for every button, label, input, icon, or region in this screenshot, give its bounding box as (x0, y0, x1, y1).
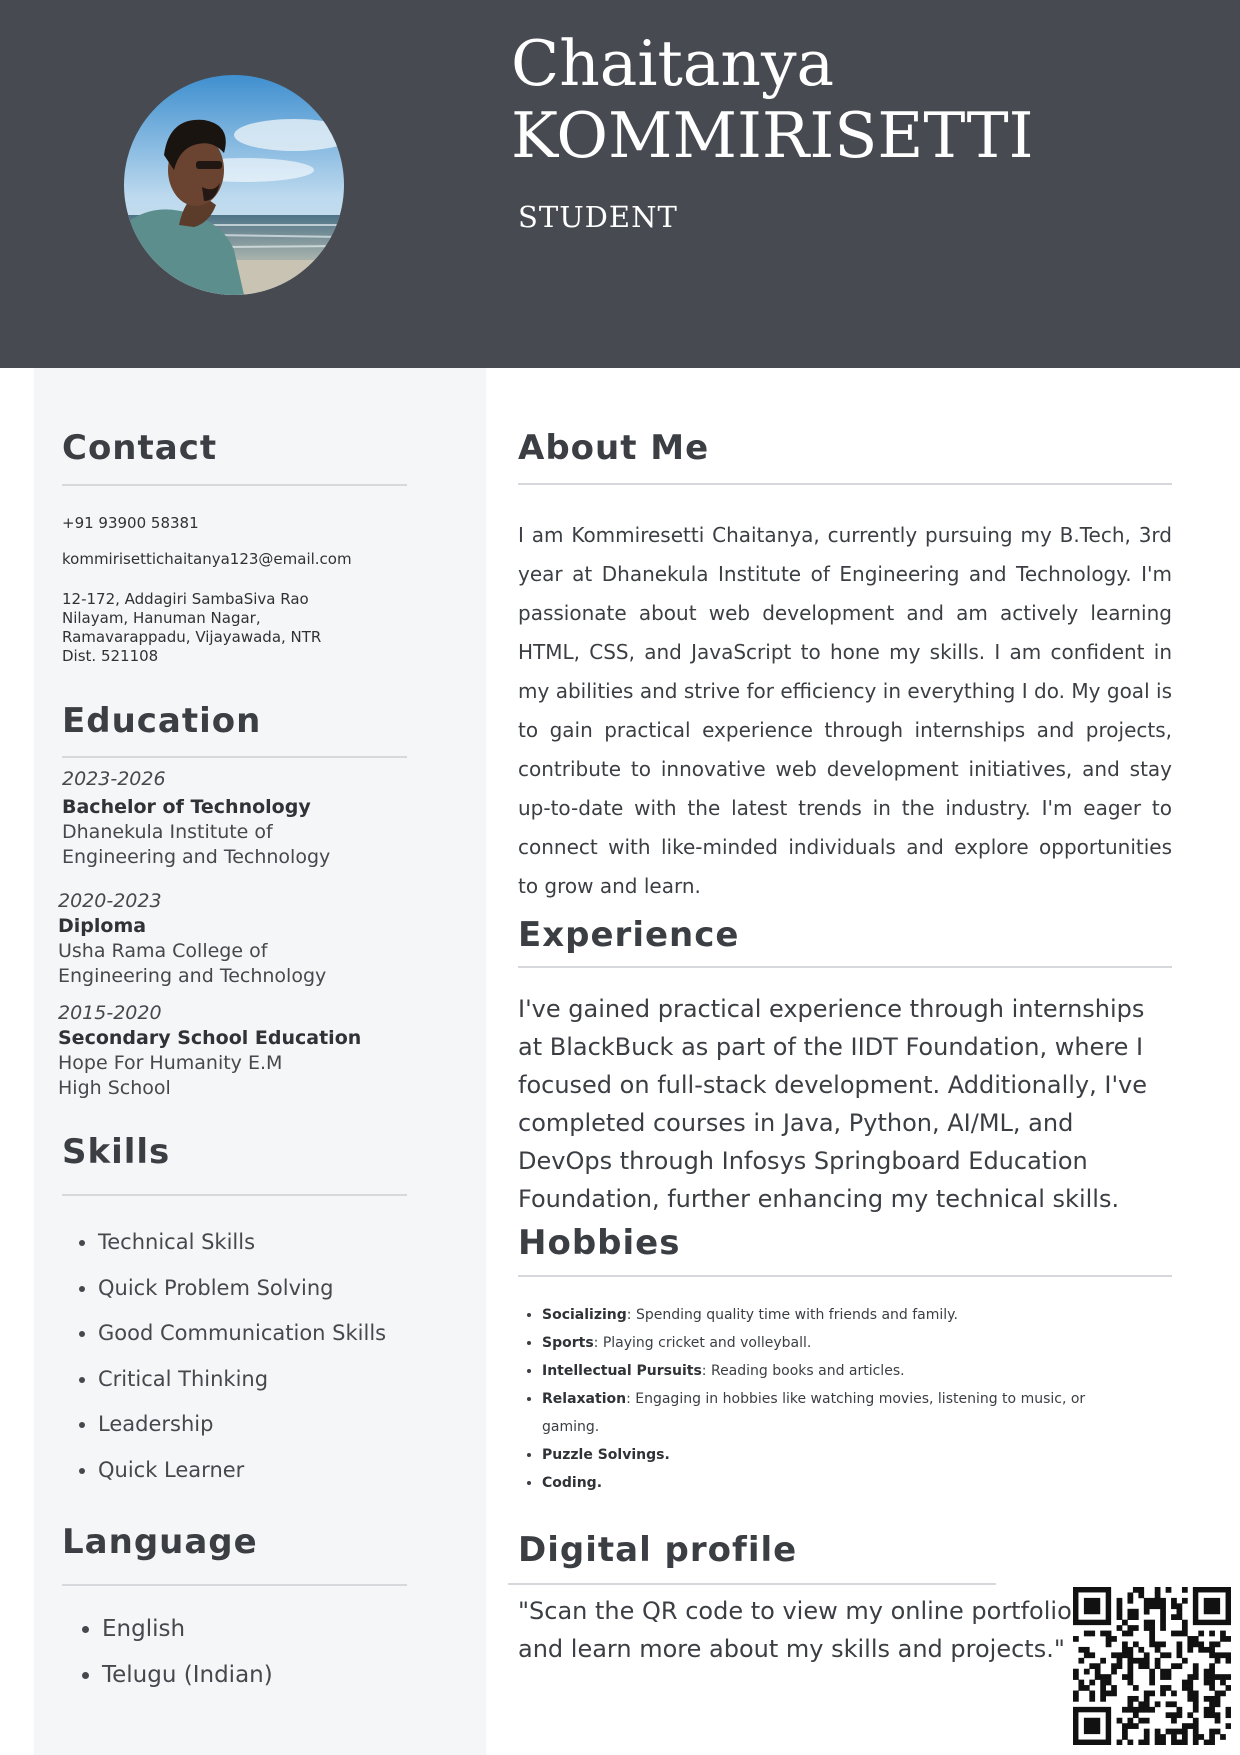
hobbies-heading: Hobbies (518, 1223, 681, 1263)
contact-heading: Contact (62, 428, 218, 468)
digital-profile-text: "Scan the QR code to view my online portfolio and learn more about my skills and projects." (518, 1597, 1072, 1663)
qr-code-icon[interactable] (1073, 1587, 1231, 1745)
language-item: • English (102, 1606, 273, 1652)
skills-list (64, 1220, 386, 1493)
hobbies-divider (518, 1275, 1172, 1277)
hobby-item: • Sports: Playing cricket and volleyball. (542, 1329, 1142, 1357)
about-heading: About Me (518, 428, 710, 468)
experience-heading: Experience (518, 915, 740, 955)
language-item: • Telugu (Indian) (102, 1652, 273, 1698)
experience-text: I've gained practical experience through internships at BlackBuck as part of the IIDT Foundation, where I focused on full-stack development. Additionally, I've completed courses in Java, Python, AI/ML, and DevOps through Infosys Springboard Education Foundation, further enhancing my technical skills. (518, 995, 1148, 1213)
first-name: Chaitanya (511, 27, 835, 100)
header-banner (0, 0, 1240, 368)
education-school: High School (58, 1077, 171, 1099)
education-years: 2020-2023 (58, 890, 162, 912)
education-entry (58, 1001, 361, 1101)
education-heading: Education (62, 701, 262, 741)
skill-item: • Leadership (98, 1402, 386, 1448)
education-degree: Secondary School Education (58, 1027, 362, 1049)
language-heading: Language (62, 1522, 258, 1562)
person-name (511, 28, 1034, 172)
hobby-item: • Socializing: Spending quality time with friends and family. (542, 1301, 1142, 1329)
education-degree: Bachelor of Technology (62, 796, 311, 818)
education-divider (62, 756, 407, 758)
language-divider (62, 1584, 407, 1586)
skill-item: • Good Communication Skills (98, 1311, 386, 1357)
contact-phone: +91 93900 58381 (62, 514, 199, 532)
skill-item: • Quick Learner (98, 1448, 386, 1494)
education-entry (62, 767, 330, 870)
skill-item: • Critical Thinking (98, 1357, 386, 1403)
skills-divider (62, 1194, 407, 1196)
about-divider (518, 483, 1172, 485)
contact-email: kommirisettichaitanya123@email.com (62, 550, 352, 568)
skill-item: • Technical Skills (98, 1220, 386, 1266)
skill-item: • Quick Problem Solving (98, 1266, 386, 1312)
hobby-item: • Intellectual Pursuits: Reading books and articles. (542, 1357, 1142, 1385)
last-name: KOMMIRISETTI (511, 99, 1034, 172)
job-title: STUDENT (518, 200, 678, 234)
education-years: 2023-2026 (62, 768, 166, 790)
digital-profile-heading: Digital profile (518, 1530, 798, 1570)
education-school: Hope For Humanity E.M (58, 1052, 283, 1074)
hobby-item: • Relaxation: Engaging in hobbies like watching movies, listening to music, or gaming. (542, 1385, 1142, 1441)
education-entry (58, 889, 326, 989)
about-text: I am Kommiresetti Chaitanya, currently pursuing my B.Tech, 3rd year at Dhanekula Institute of Engineering and Technology. I'm passionate about web development and am actively learning HTML, CSS, and JavaScript to hone my skills. I am confident in my abilities and strive for efficiency in everything I do. My goal is to gain practical experience through internships and projects, contribute to innovative web development initiatives, and stay up-to-date with the latest trends in the industry. I'm eager to connect with like-minded individuals and explore opportunities to grow and learn. (518, 523, 1172, 898)
education-school: Engineering and Technology (58, 965, 327, 987)
digital-profile-divider (508, 1583, 996, 1585)
contact-address: 12-172, Addagiri SambaSiva Rao Nilayam, Hanuman Nagar, Ramavarappadu, Vijayawada, NTR Dist. 521108 (62, 590, 322, 665)
education-years: 2015-2020 (58, 1002, 162, 1024)
hobbies-list (518, 1301, 1142, 1497)
education-school: Dhanekula Institute of (62, 821, 273, 843)
hobby-item: • Puzzle Solvings. (542, 1441, 1142, 1469)
contact-divider (62, 484, 407, 486)
skills-heading: Skills (62, 1132, 171, 1172)
education-school: Usha Rama College of (58, 940, 268, 962)
language-list (68, 1606, 273, 1698)
education-degree: Diploma (58, 915, 147, 937)
hobby-item: • Coding. (542, 1469, 1142, 1497)
experience-divider (518, 966, 1172, 968)
education-school: Engineering and Technology (62, 846, 331, 868)
profile-photo (124, 75, 344, 295)
